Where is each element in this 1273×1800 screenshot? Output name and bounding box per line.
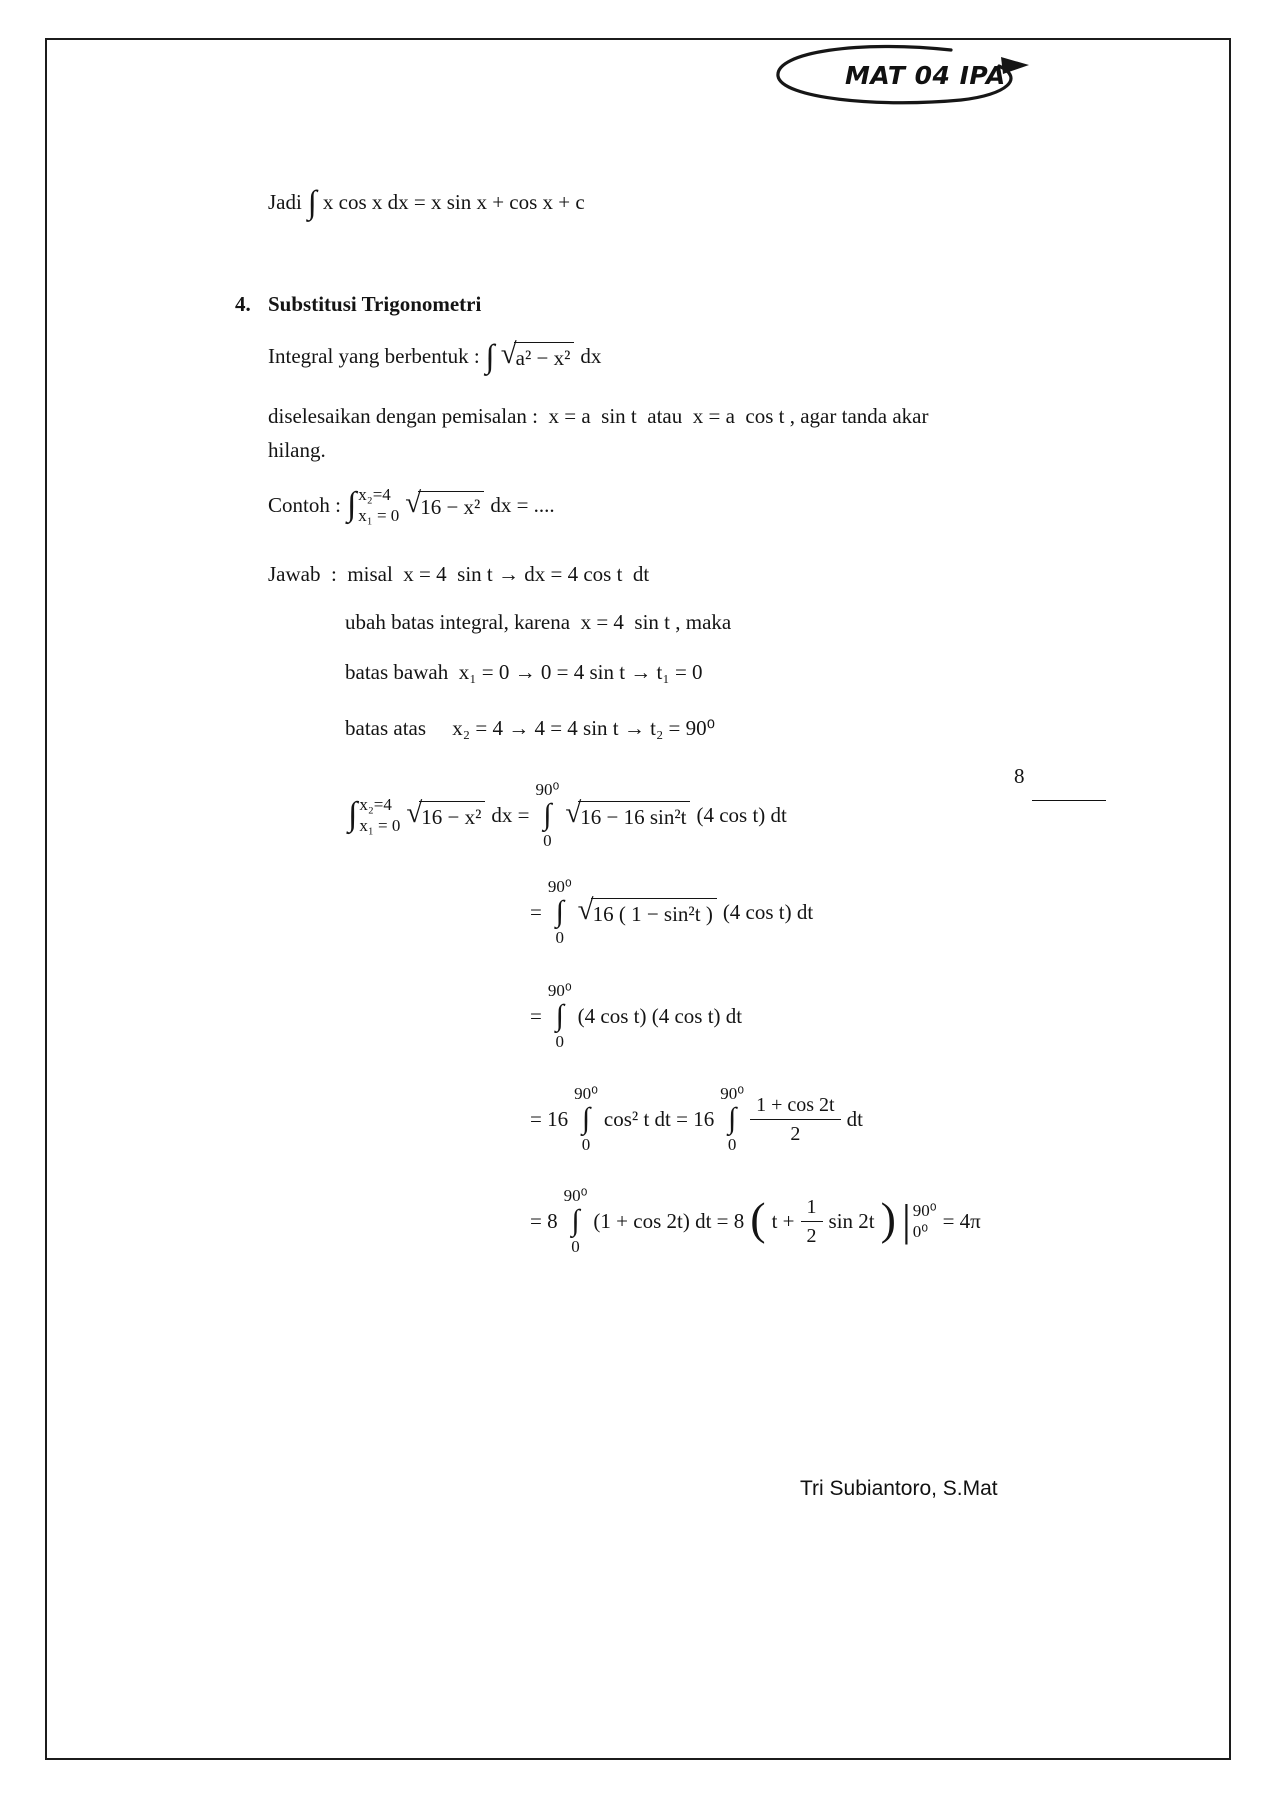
- page-number-rule: [1032, 800, 1106, 801]
- equals-sign: = 8: [530, 1208, 558, 1233]
- line-batas-atas: [345, 714, 715, 742]
- radical-icon: √: [500, 337, 517, 370]
- line-contoh: [268, 475, 555, 535]
- jadi-label: Jadi: [268, 189, 302, 214]
- fraction-denominator: 2: [806, 1224, 817, 1247]
- lower-limit: 0: [555, 1031, 564, 1051]
- equation-mid: cos² t dt = 16: [603, 1106, 715, 1131]
- integral-icon: ∫: [555, 999, 564, 1033]
- integral-with-limits: [347, 484, 399, 527]
- header-badge: [765, 40, 1035, 114]
- section-number: 4.: [235, 291, 251, 316]
- radical-icon: √: [406, 796, 423, 829]
- evaluation-bar: [901, 1196, 937, 1246]
- equation-tail: = 4π: [942, 1208, 981, 1233]
- integral-icon: ∫: [485, 338, 495, 375]
- upper-limit: 90⁰: [574, 1083, 598, 1103]
- fraction: [801, 1195, 823, 1248]
- lower-limit: 0⁰: [912, 1222, 929, 1241]
- equation-1: [348, 770, 787, 860]
- radical-icon: √: [577, 893, 594, 926]
- upper-limit: 90⁰: [563, 1185, 588, 1205]
- bentuk-label: Integral yang berbentuk :: [268, 343, 480, 368]
- line-ubah-batas: [345, 608, 731, 636]
- equals-sign: =: [530, 899, 542, 924]
- upper-limit: 90⁰: [912, 1200, 937, 1220]
- integral-with-limits: [574, 1084, 598, 1155]
- equation-4: [530, 1074, 863, 1164]
- pemisalan-text: diselesaikan dengan pemisalan : x = a sin t atau x = a cos t , agar tanda akar: [268, 403, 929, 428]
- evaluation-limits: [913, 1200, 937, 1243]
- fraction-numerator: 1 + cos 2t: [750, 1093, 841, 1120]
- batas-bawah-text: batas bawah x₁ = 0 → 0 = 4 sin t → t₁ = 0: [345, 659, 703, 684]
- close-paren: ): [880, 1192, 896, 1244]
- upper-limit: 90⁰: [547, 876, 572, 896]
- radicand: 16 − x²: [419, 801, 485, 830]
- radical-icon: √: [565, 796, 582, 829]
- contoh-tail: dx = ....: [490, 492, 555, 517]
- line-jadi: [268, 180, 585, 224]
- lower-limit: 0: [571, 1236, 580, 1256]
- lower-limit: x₁ = 0: [358, 506, 400, 525]
- integral-icon: ∫: [346, 486, 357, 523]
- equation-5: [530, 1176, 981, 1266]
- section-heading: [235, 290, 481, 318]
- open-paren: (: [750, 1192, 766, 1244]
- line-batas-bawah: [345, 658, 703, 686]
- integral-icon: ∫: [571, 1204, 580, 1238]
- upper-limit: x₂=4: [358, 484, 391, 504]
- sqrt-expression: [565, 796, 690, 830]
- equals-sign: =: [530, 1003, 542, 1028]
- integral-icon: ∫: [555, 895, 564, 929]
- contoh-label: Contoh :: [268, 492, 341, 517]
- lower-limit: 0: [543, 830, 552, 850]
- upper-limit: 90⁰: [535, 779, 560, 799]
- line-bentuk: [268, 332, 601, 380]
- equation-tail: (4 cos t) dt: [722, 899, 814, 924]
- batas-atas-text: batas atas x₂ = 4 → 4 = 4 sin t → t₂ = 90⁰: [345, 715, 716, 740]
- integral-with-limits: [536, 780, 560, 851]
- radical-icon: √: [405, 486, 422, 519]
- equation-mid: (1 + cos 2t) dt = 8: [593, 1208, 745, 1233]
- equation-mid: dx =: [491, 802, 530, 827]
- radicand: 16 − x²: [418, 491, 484, 520]
- ubah-batas-text: ubah batas integral, karena x = 4 sin t , maka: [345, 609, 732, 634]
- equals-sign: = 16: [530, 1106, 569, 1131]
- sqrt-expression: [500, 337, 575, 371]
- radicand: 16 − 16 sin²t: [578, 801, 690, 830]
- integral-with-limits: [548, 981, 572, 1052]
- integral-icon: ∫: [348, 796, 358, 833]
- integral-with-limits: [564, 1186, 588, 1257]
- lower-limit: 0: [555, 927, 564, 947]
- integral-icon: ∫: [543, 798, 552, 832]
- footer-author: Tri Subiantoro, S.Mat: [800, 1477, 998, 1500]
- equation-tail: dt: [846, 1106, 863, 1131]
- jawab-text: Jawab : misal x = 4 sin t → dx = 4 cos t dt: [268, 561, 650, 586]
- badge-label: MAT 04 IPA: [845, 61, 1006, 90]
- line-jawab: [268, 560, 649, 588]
- radicand: a² − x²: [514, 342, 575, 371]
- sqrt-expression: [577, 893, 717, 927]
- pemisalan-text: hilang.: [268, 437, 326, 462]
- paren-term-b: sin 2t: [828, 1208, 875, 1233]
- upper-limit: 90⁰: [720, 1083, 745, 1103]
- lower-limit: x₁ = 0: [359, 816, 401, 835]
- bar-icon: |: [901, 1196, 911, 1246]
- line-pemisalan-2: [268, 436, 326, 464]
- integral-limits: [358, 484, 399, 527]
- fraction-numerator: 1: [801, 1195, 823, 1222]
- lower-limit: 0: [727, 1134, 737, 1154]
- equation-3: [530, 971, 742, 1061]
- bentuk-dx: dx: [580, 343, 602, 368]
- integral-with-limits: [348, 794, 400, 837]
- integral-icon: ∫: [581, 1102, 591, 1136]
- sqrt-expression: [406, 796, 485, 830]
- integral-icon: ∫: [728, 1102, 737, 1136]
- fraction-denominator: 2: [790, 1122, 801, 1145]
- radicand: 16 ( 1 − sin²t ): [591, 898, 717, 927]
- jadi-expression: x cos x dx = x sin x + cos x + c: [322, 189, 585, 214]
- upper-limit: x₂=4: [359, 794, 392, 814]
- sqrt-expression: [405, 486, 484, 520]
- integral-icon: ∫: [307, 184, 317, 221]
- integral-with-limits: [720, 1084, 744, 1155]
- lower-limit: 0: [581, 1134, 591, 1154]
- equation-tail: (4 cos t) (4 cos t) dt: [577, 1003, 743, 1028]
- fraction: [750, 1093, 841, 1146]
- integral-with-limits: [548, 877, 572, 948]
- integral-limits: [359, 794, 400, 837]
- paren-term-a: t +: [771, 1208, 795, 1233]
- upper-limit: 90⁰: [547, 980, 572, 1000]
- page-number: 8: [1014, 764, 1025, 788]
- equation-tail: (4 cos t) dt: [696, 802, 787, 827]
- equation-2: [530, 867, 813, 957]
- section-title: Substitusi Trigonometri: [268, 291, 482, 316]
- line-pemisalan-1: [268, 402, 928, 430]
